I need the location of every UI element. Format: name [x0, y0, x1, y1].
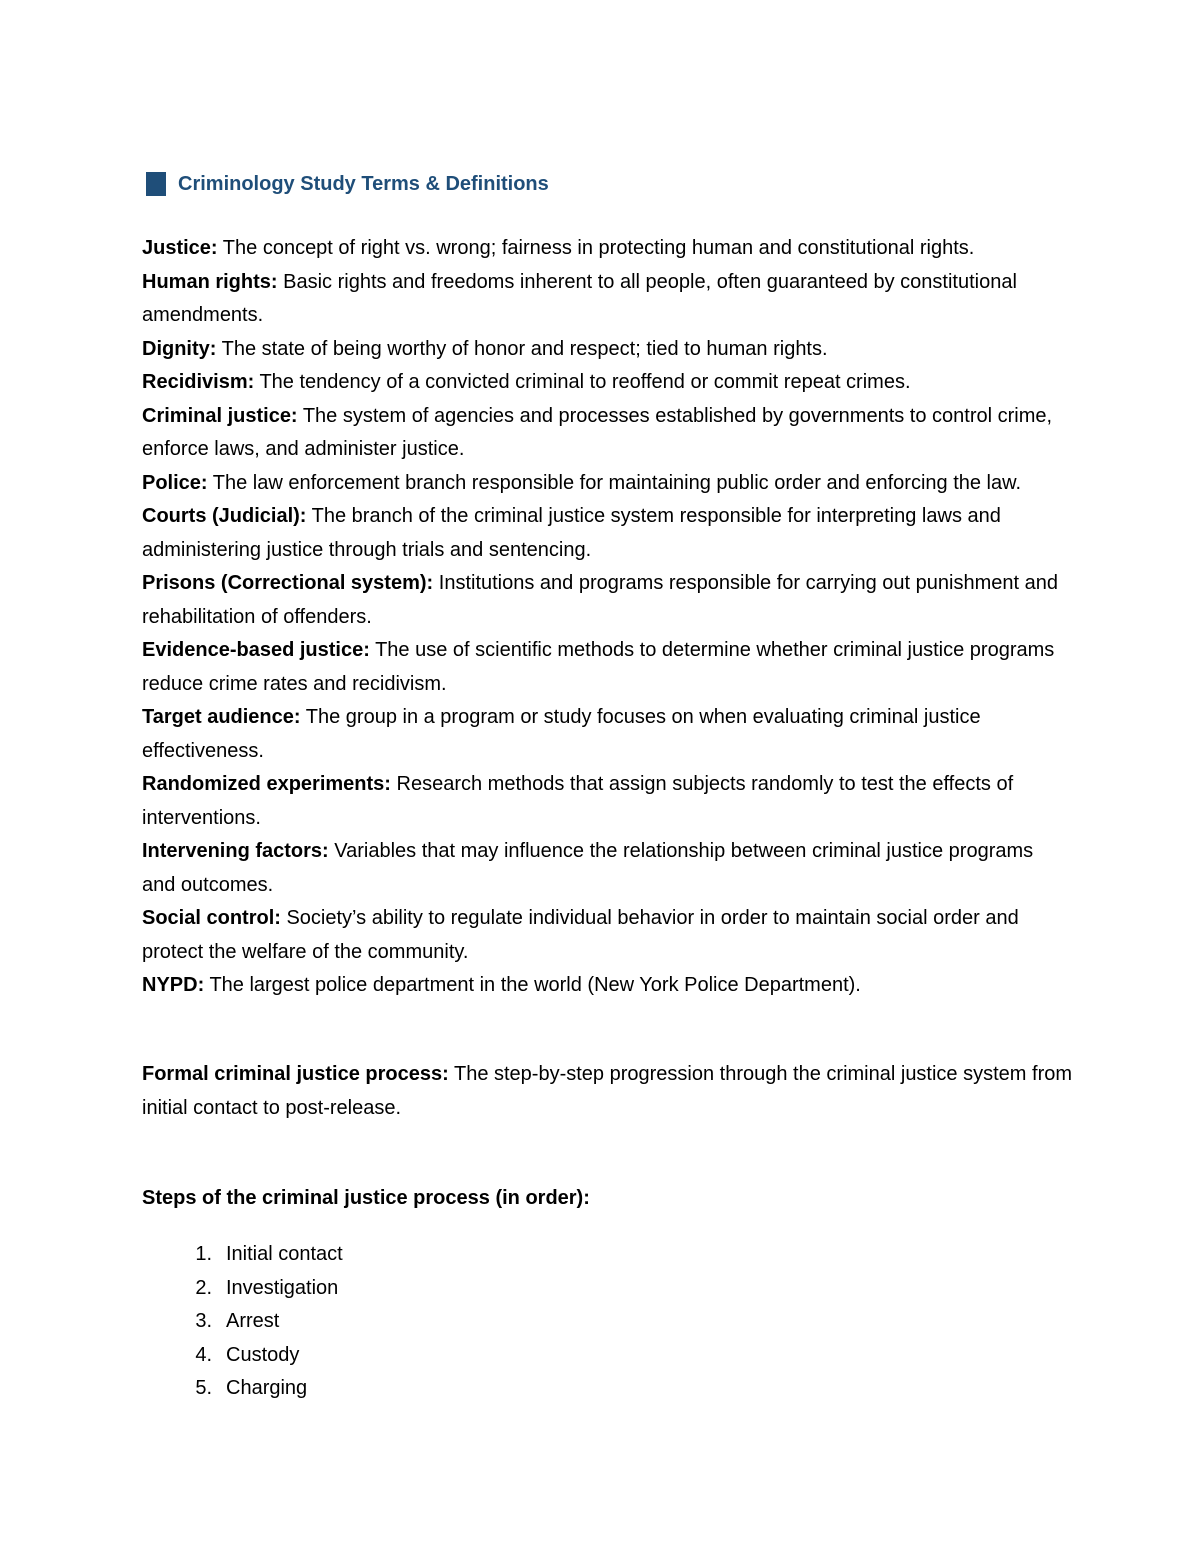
list-item: [142, 1272, 343, 1306]
definition-term: NYPD:: [142, 974, 205, 996]
definition-text: The branch of the criminal justice system responsible for interpreting laws and administering justice through trials and sentencing.: [142, 505, 1001, 561]
definition-item: [142, 366, 1072, 400]
step-number: 2 .: [142, 1272, 212, 1306]
definition-term: Recidivism:: [142, 371, 255, 393]
definition-text: Variables that may influence the relationship between criminal justice programs and outcomes.: [142, 840, 1034, 896]
definition-text: The largest police department in the world (New York Police Department).: [209, 974, 861, 996]
definition-term: Dignity:: [142, 337, 217, 360]
definition-item: [142, 232, 1072, 266]
definition-item: [142, 701, 1072, 768]
definition-text: Research methods that assign subjects randomly to test the effects of interventions.: [142, 773, 1014, 829]
definition-term: Evidence-based justice:: [142, 639, 370, 661]
step-number: 5 .: [142, 1372, 212, 1406]
step-number: 3 .: [142, 1305, 212, 1339]
step-text: Investigation: [226, 1276, 339, 1299]
definition-term: Prisons (Correctional system):: [142, 572, 434, 594]
definition-text: The system of agencies and processes established by governments to control crime, enforce laws, and administer justice.: [142, 404, 1053, 460]
definition-term: Intervening factors:: [142, 840, 329, 862]
definition-text: The group in a program or study focuses on when evaluating criminal justice effectiveness.: [142, 706, 981, 762]
step-text: Initial contact: [226, 1243, 343, 1265]
heading-title: Criminology Study Terms & Definitions: [178, 172, 549, 195]
step-number: 1 .: [142, 1238, 212, 1272]
formal-process-definition: [142, 1058, 1072, 1125]
definition-text: Basic rights and freedoms inherent to all people, often guaranteed by constitutional amendments.: [142, 270, 1017, 326]
definition-term: Social control:: [142, 907, 281, 929]
definition-item: [142, 500, 1072, 567]
list-item: [142, 1372, 343, 1406]
definition-text: Society’s ability to regulate individual behavior in order to maintain social order and protect the welfare of the community.: [142, 907, 1019, 963]
step-text: Charging: [226, 1377, 308, 1399]
definition-text: The use of scientific methods to determine whether criminal justice programs reduce crime rates and recidivism.: [142, 639, 1055, 695]
steps-list: [142, 1238, 343, 1406]
steps-heading: Steps of the criminal justice process (in order):: [142, 1187, 590, 1209]
square-icon: [146, 172, 166, 196]
step-number: 4 .: [142, 1339, 212, 1373]
definition-item: [142, 969, 1072, 1003]
definition-item: [142, 634, 1072, 701]
definition-item: [142, 902, 1072, 969]
definition-item: [142, 567, 1072, 634]
list-item: [142, 1339, 343, 1373]
definitions-list: [142, 232, 1072, 1003]
definition-term: Police:: [142, 471, 208, 494]
definition-term: Justice:: [142, 237, 218, 259]
definition-text: The state of being worthy of honor and respect; tied to human rights.: [221, 337, 828, 360]
list-item: [142, 1238, 343, 1272]
document-heading: [146, 172, 549, 196]
definition-term: Criminal justice:: [142, 404, 298, 427]
definition-term: Human rights:: [142, 270, 278, 293]
definition-term: Formal criminal justice process:: [142, 1063, 449, 1085]
definition-item: [142, 266, 1072, 333]
definition-text: The law enforcement branch responsible for maintaining public order and enforcing the law.: [212, 471, 1022, 494]
definition-item: [142, 835, 1072, 902]
definition-term: Target audience:: [142, 706, 301, 728]
definition-text: The concept of right vs. wrong; fairness in protecting human and constitutional rights.: [222, 237, 975, 259]
definition-term: Randomized experiments:: [142, 773, 391, 795]
definition-item: [142, 768, 1072, 835]
definition-text: The step-by-step progression through the criminal justice system from initial contact to post-release.: [142, 1063, 1073, 1119]
definition-text: Institutions and programs responsible for carrying out punishment and rehabilitation of offenders.: [142, 572, 1058, 628]
definition-item: [142, 467, 1072, 501]
definition-term: Courts (Judicial):: [142, 505, 307, 527]
list-item: [142, 1305, 343, 1339]
definition-item: [142, 333, 1072, 367]
step-text: Arrest: [226, 1310, 280, 1332]
definition-text: The tendency of a convicted criminal to reoffend or commit repeat crimes.: [259, 371, 911, 393]
definition-item: [142, 400, 1072, 467]
step-text: Custody: [226, 1343, 300, 1366]
